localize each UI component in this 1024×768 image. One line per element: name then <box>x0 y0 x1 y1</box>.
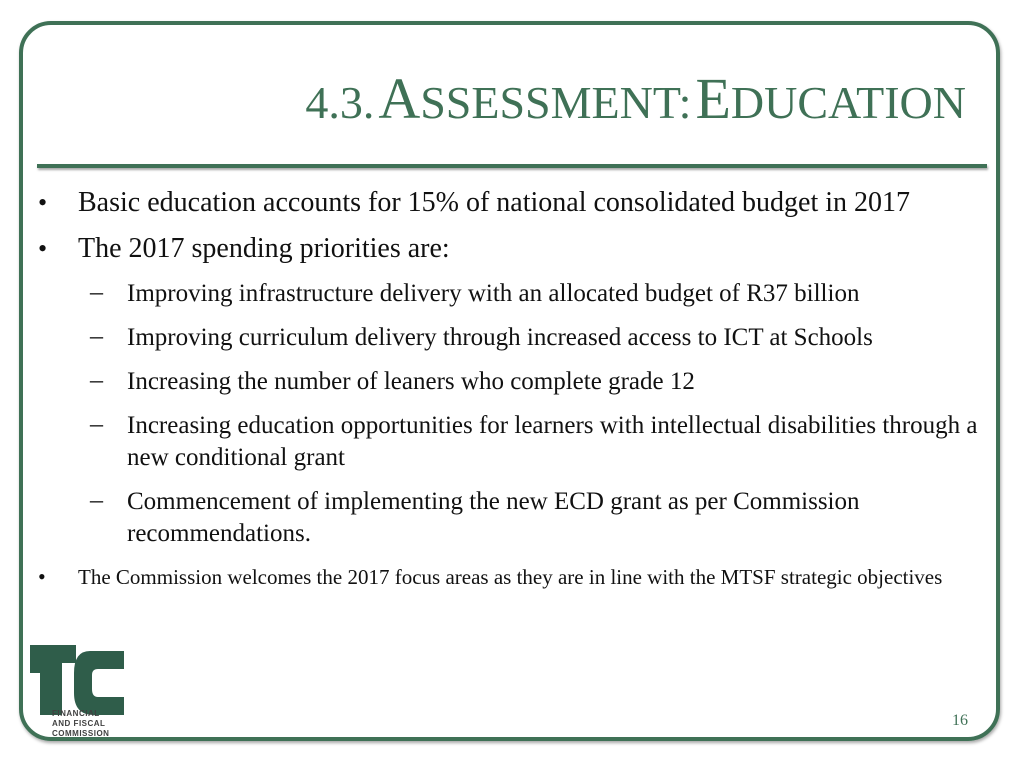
title-word2-rest: DUCATION <box>730 77 966 128</box>
bullet-marker: • <box>38 564 46 589</box>
logo-line: AND FISCAL <box>52 719 106 728</box>
sub-bullet-item <box>36 410 986 474</box>
sub-bullet-item <box>36 278 986 310</box>
sub-bullet-item <box>36 322 986 354</box>
title-word1-rest: SSESSMENT: <box>420 77 692 128</box>
bullet-marker: • <box>38 188 48 217</box>
closing-bullet-text: The Commission welcomes the 2017 focus areas as they are in line with the MTSF strategic objectives <box>78 565 943 589</box>
title-word1-initial: A <box>378 66 421 131</box>
logo-wordmark <box>52 709 109 739</box>
title-word2-initial: E <box>695 66 731 131</box>
dash-marker: – <box>90 277 103 306</box>
closing-bullet <box>36 562 958 593</box>
dash-marker: – <box>90 365 103 394</box>
bullet-text: The 2017 spending priorities are: <box>78 233 450 264</box>
bullet-marker: • <box>38 234 48 263</box>
logo-t-stem <box>40 645 62 715</box>
sub-bullet-item <box>36 366 986 398</box>
logo-c-shape <box>74 651 124 715</box>
bullet-item <box>36 232 986 266</box>
sub-bullet-text: Increasing the number of leaners who complete grade 12 <box>127 368 695 395</box>
dash-marker: – <box>90 409 103 438</box>
title-number: 4.3. <box>305 77 375 128</box>
sub-bullet-text: Commencement of implementing the new ECD grant as per Commission recommendations. <box>127 488 860 547</box>
sub-bullet-text: Increasing education opportunities for learners with intellectual disabilities through a new conditional grant <box>127 412 978 471</box>
sub-bullet-item <box>36 486 986 550</box>
dash-marker: – <box>90 485 103 514</box>
bullet-item <box>36 186 986 220</box>
title-divider <box>37 164 987 168</box>
logo-line: FINANCIAL <box>52 709 100 718</box>
slide-title <box>305 66 966 131</box>
bullet-text: Basic education accounts for 15% of national consolidated budget in 2017 <box>78 187 911 218</box>
logo-t-notch <box>30 663 40 673</box>
logo-line: COMMISSION <box>52 729 110 738</box>
sub-bullet-text: Improving infrastructure delivery with an allocated budget of R37 billion <box>127 280 860 307</box>
dash-marker: – <box>90 321 103 350</box>
slide-body <box>36 186 986 593</box>
slide-number: 16 <box>952 712 968 729</box>
sub-bullet-text: Improving curriculum delivery through increased access to ICT at Schools <box>127 324 873 351</box>
